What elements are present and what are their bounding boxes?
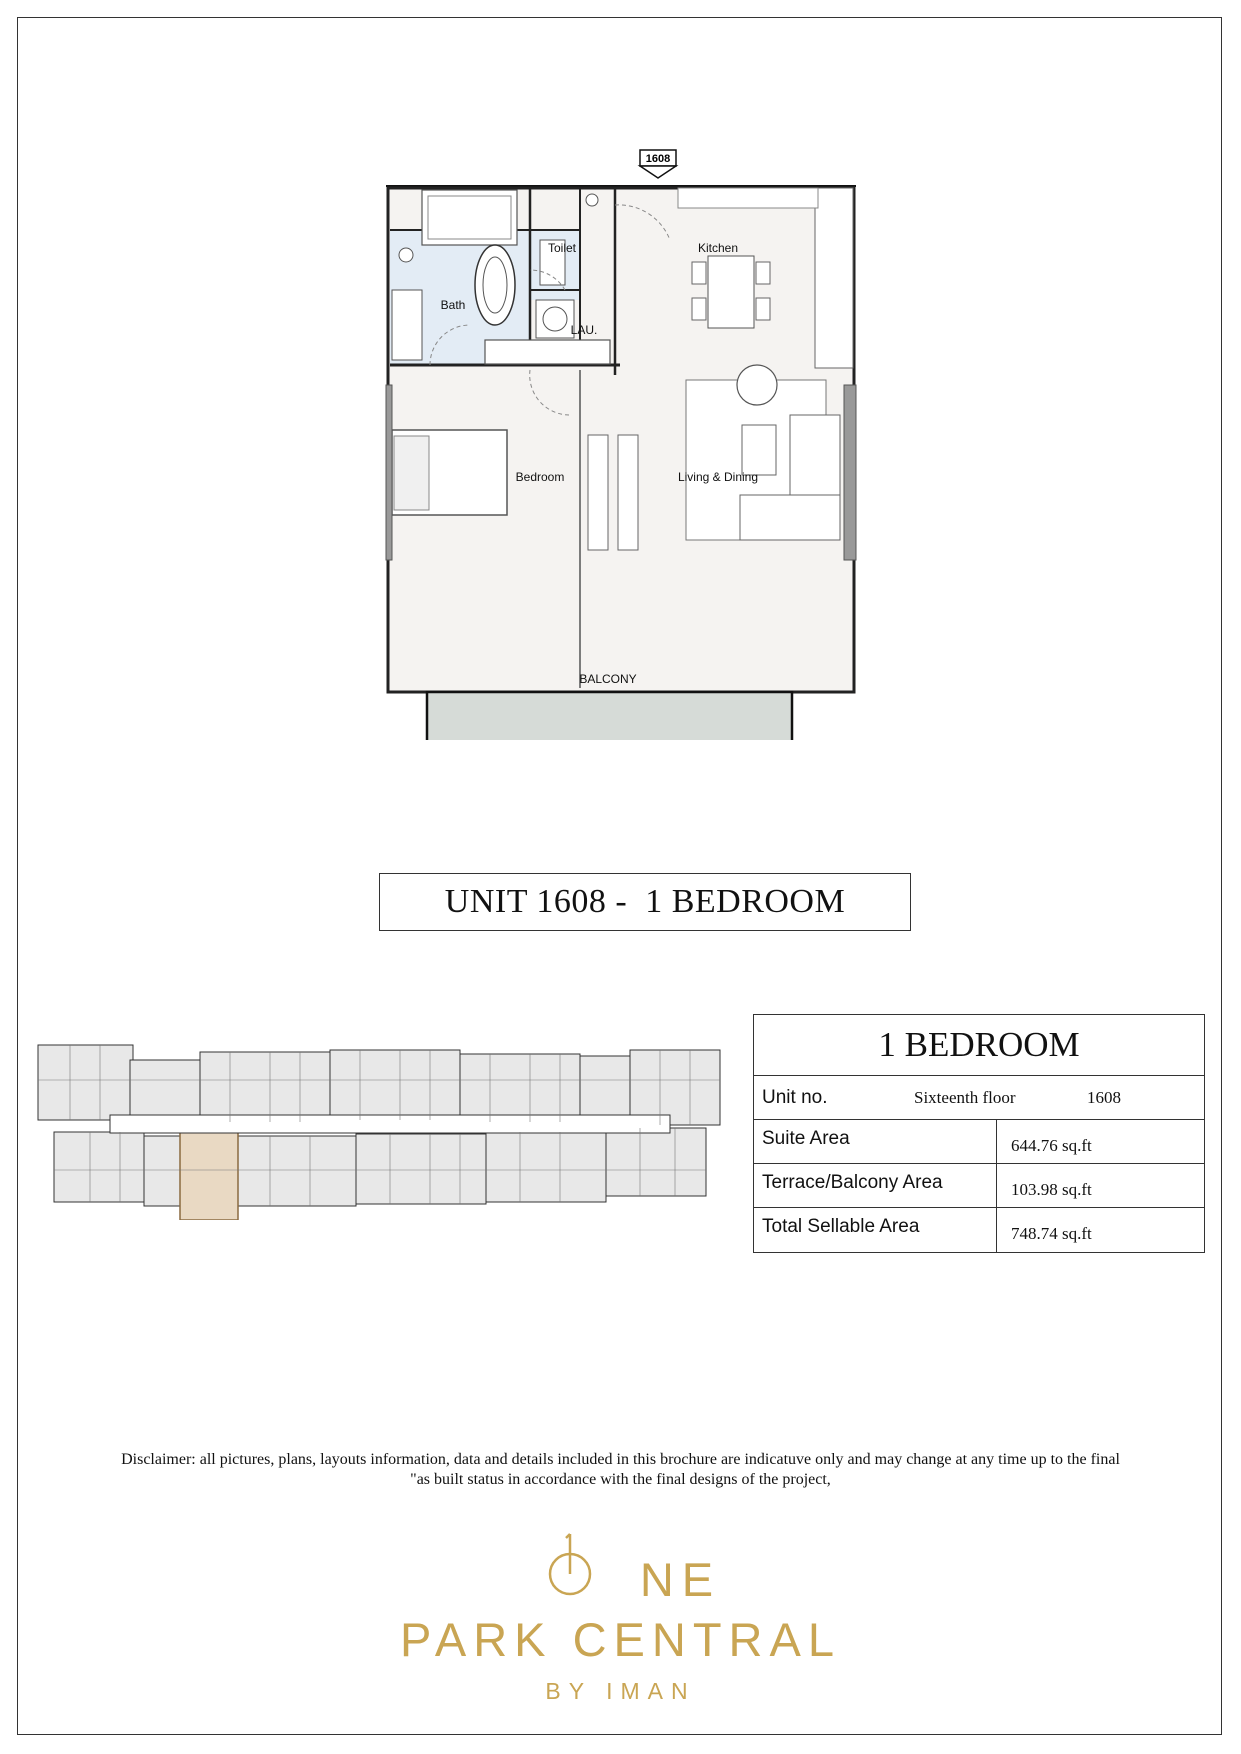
unit-floor-plan (370, 140, 870, 740)
unit-title: UNIT 1608 - 1 BEDROOM (379, 873, 911, 931)
room-label-bath: Bath (440, 298, 466, 312)
room-label-living-dining: Living & Dining (677, 470, 759, 484)
suite-area-label: Suite Area (762, 1128, 850, 1149)
balcony-area-value: 103.98 sq.ft (1011, 1179, 1092, 1199)
unit-info-table (753, 1014, 1205, 1253)
logo-line-3: BY IMAN (545, 1678, 696, 1704)
logo-line-1: NE (639, 1553, 722, 1606)
room-label-toilet: Toilet (547, 241, 577, 255)
suite-area-value: 644.76 sq.ft (1011, 1135, 1092, 1155)
floor-plan-drawing (370, 140, 870, 740)
disclaimer-line-2: "as built status in accordance with the final designs of the project, (410, 1471, 831, 1488)
building-key-plan (30, 1040, 730, 1220)
unit-no-label: Unit no. (762, 1086, 828, 1108)
balcony-area (427, 692, 792, 740)
total-area-label: Total Sellable Area (762, 1216, 920, 1237)
brand-logo (350, 1530, 891, 1710)
unit-number-value: 1608 (1087, 1087, 1121, 1107)
total-area-value: 748.74 sq.ft (1011, 1224, 1092, 1243)
room-label-kitchen: Kitchen (697, 241, 739, 255)
area-row (754, 1164, 1204, 1208)
highlighted-unit (180, 1132, 238, 1220)
logo-line-2: PARK CENTRAL (400, 1613, 841, 1666)
disclaimer (60, 1450, 1181, 1490)
area-row (754, 1120, 1204, 1164)
disclaimer-line-1: Disclaimer: all pictures, plans, layouts information, data and details included in this brochure are indicatuve only and may change at any time up to the final (121, 1451, 1120, 1468)
room-label-bedroom: Bedroom (515, 470, 565, 484)
unit-number-row (754, 1076, 1204, 1120)
area-row (754, 1208, 1204, 1252)
unit-tag-marker (640, 150, 676, 178)
info-heading: 1 BEDROOM (754, 1015, 1204, 1076)
floor-value: Sixteenth floor (914, 1087, 1016, 1107)
balcony-area-label: Terrace/Balcony Area (762, 1172, 943, 1193)
unit-tag-label: 1608 (645, 153, 671, 165)
room-label-laundry: LAU. (570, 323, 598, 337)
key-plan-drawing (30, 1040, 730, 1220)
room-label-balcony: BALCONY (579, 672, 637, 686)
